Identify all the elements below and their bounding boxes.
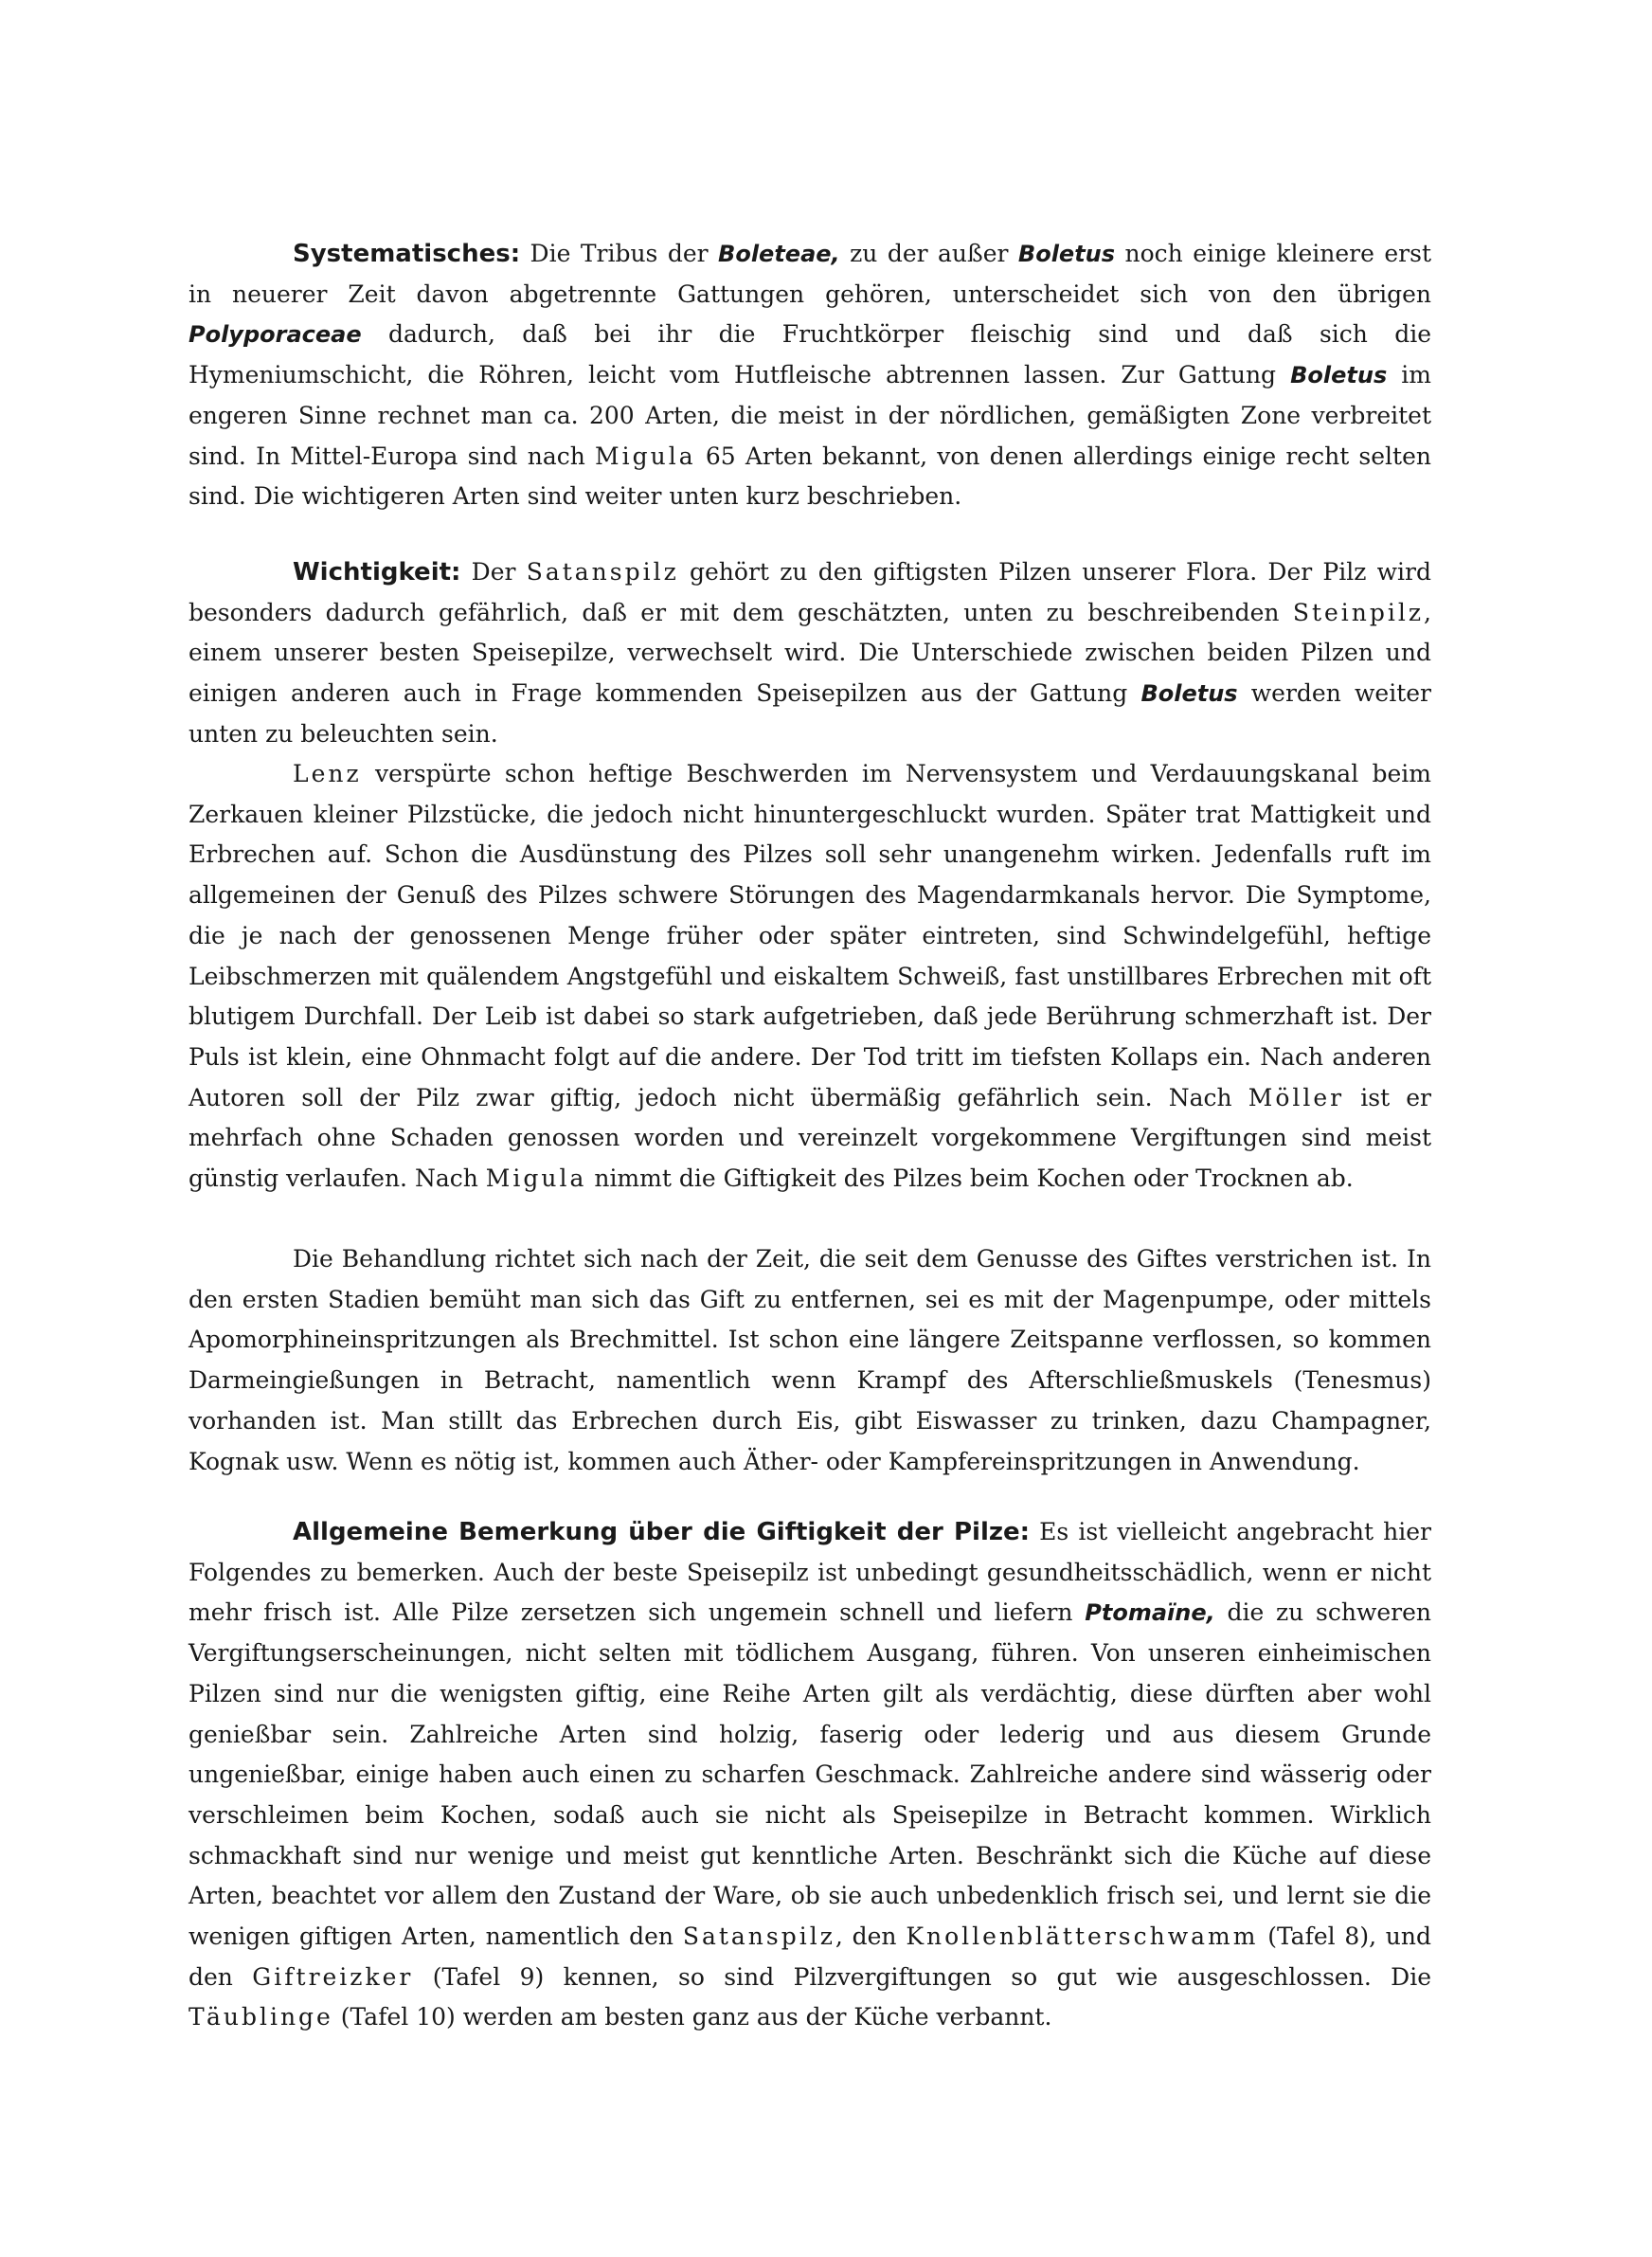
text-run: Es ist vielleicht angebracht hier Folgendes zu bemerken. Auch der beste Speisepilz ist unbedingt gesundheitsschädlich, wenn er nicht mehr frisch ist. Alle Pilze zersetzen sich ungemein schnell und liefern <box>189 1518 1431 1627</box>
text-run: die zu schweren Vergiftungserscheinungen, nicht selten mit tödlichem Ausgang, führen. Von unseren einheimischen Pilzen sind nur die wenigsten giftig, eine Reihe Arten gilt als verdächtig, diese dürften aber wohl genießbar sein. Zahlreiche Arten sind holzig, faserig oder lederig und aus diesem Grunde ungenießbar, einige haben auch einen zu scharfen Geschmack. Zahlreiche andere sind wässerig oder verschleimen beim Kochen, sodaß auch sie nicht als Speisepilze in Betracht kommen. Wirklich schmackhaft sind nur wenige und meist gut kenntliche Arten. Beschränkt sich die Küche auf diese Arten, beachtet vor allem den Zustand der Ware, ob sie auch unbedenklich frisch sei, und lernt sie die wenigen giftigen Arten, namentlich den <box>189 1598 1431 1951</box>
text-run: werden weiter unten zu beleuchten sein. <box>189 679 1432 748</box>
author-name: Migula <box>595 442 696 470</box>
text-run: Die Tribus der <box>520 240 719 267</box>
paragraph-wichtigkeit <box>189 552 1431 755</box>
latin-term: Boleteae, <box>718 241 840 267</box>
author-name: Lenz <box>293 760 362 787</box>
text-run: Die Behandlung richtet sich nach der Zeit, die seit dem Genusse des Giftes verstrichen ist. In den ersten Stadien bemüht man sich das Gift zu entfernen, sei es mit der Magenpumpe, oder mittels Apomorphineinspritzungen als Brechmittel. Ist schon eine längere Zeitspanne verflossen, so kommen Darmeingießungen in Betracht, namentlich wenn Krampf des Afterschließmuskels (Tenesmus) vorhanden ist. Man stillt das Erbrechen durch Eis, gibt Eiswasser zu trinken, dazu Champagner, Kognak usw. Wenn es nötig ist, kommen auch Äther- oder Kampfereinspritzungen in Anwendung. <box>189 1245 1431 1475</box>
text-run: (Tafel 10) werden am besten ganz aus der Küche verbannt. <box>332 2003 1052 2031</box>
paragraph-allgemein <box>189 1512 1431 2038</box>
text-run: zu der außer <box>839 240 1018 267</box>
text-run: (Tafel 9) kennen, so sind Pilzvergiftungen so gut wie ausgeschlossen. Die <box>413 1962 1431 1991</box>
latin-term: Boletus <box>1290 362 1388 389</box>
text-run: noch einige kleinere erst in neuerer Zeit davon abgetrennte Gattungen gehören, unterscheidet sich von den übrigen <box>189 240 1431 308</box>
species-name: Steinpilz <box>1292 598 1425 626</box>
author-name: Migula <box>485 1165 587 1193</box>
author-name: Möller <box>1248 1083 1345 1111</box>
text-run: Der <box>460 558 527 586</box>
text-run: dadurch, daß bei ihr die Fruchtkörper fleischig sind und daß sich die Hymeniumschicht, die Röhren, leicht vom Hutfleische abtrennen lassen. Zur Gattung <box>189 320 1431 389</box>
text-run: verspürte schon heftige Beschwerden im Nervensystem und Verdauungskanal beim Zerkauen kleiner Pilzstücke, die jedoch nicht hinuntergeschluckt wurden. Später trat Mattigkeit und Erbrechen auf. Schon die Ausdünstung des Pilzes soll sehr unangenehm wirken. Jedenfalls ruft im allgemeinen der Genuß des Pilzes schwere Störungen des Magendarmkanals hervor. Die Symptome, die je nach der genossenen Menge früher oder später eintreten, sind Schwindelgefühl, heftige Leibschmerzen mit quälendem Angstgefühl und eiskaltem Schweiß, fast unstillbares Erbrechen mit oft blutigem Durchfall. Der Leib ist dabei so stark aufgetrieben, daß jede Berührung schmerzhaft ist. Der Puls ist klein, eine Ohnmacht folgt auf die andere. Der Tod tritt im tiefsten Kollaps ein. Nach anderen Autoren soll der Pilz zwar giftig, jedoch nicht übermäßig gefährlich sein. Nach <box>189 760 1431 1111</box>
heading-wichtigkeit: Wichtigkeit: <box>293 558 461 587</box>
paragraph-systematik <box>189 234 1431 517</box>
latin-term: Boletus <box>1140 680 1238 708</box>
paragraph-lenz <box>189 754 1431 1200</box>
heading-allgemein: Allgemeine Bemerkung über die Giftigkeit der Pilze: <box>293 1518 1031 1546</box>
text-run: nimmt die Giftigkeit des Pilzes beim Kochen oder Trocknen ab. <box>586 1165 1354 1193</box>
text-run: , einem unserer besten Speisepilze, verwechselt wird. Die Unterschiede zwischen beiden Pilzen und einigen anderen auch in Frage kommenden Speisepilzen aus der Gattung <box>189 598 1431 708</box>
species-name: Satanspilz <box>682 1923 835 1951</box>
species-name: Satanspilz <box>526 558 679 586</box>
latin-term: Polyporaceae <box>189 321 362 349</box>
text-run: ist er mehrfach ohne Schaden genossen worden und vereinzelt vorgekommene Vergiftungen sind meist günstig verlaufen. Nach <box>189 1083 1432 1193</box>
species-name: Täublinge <box>189 2003 333 2031</box>
latin-term: Boletus <box>1017 241 1116 267</box>
heading-systematik: Systematisches: <box>293 240 521 268</box>
latin-term: Ptomaïne, <box>1085 1599 1215 1627</box>
text-run: im engeren Sinne rechnet man ca. 200 Arten, die meist in der nördlichen, gemäßigten Zone verbreitet sind. In Mittel-Europa sind nach <box>189 361 1431 470</box>
species-name: Giftreizker <box>252 1962 414 1991</box>
paragraph-behandlung <box>189 1239 1431 1482</box>
text-run: 65 Arten bekannt, von denen allerdings einige recht selten sind. Die wichtigeren Arten sind weiter unten kurz beschrieben. <box>189 442 1431 511</box>
text-run: gehört zu den giftigsten Pilzen unserer Flora. Der Pilz wird besonders dadurch gefährlich, daß er mit dem geschätzten, unten zu beschreibenden <box>189 558 1431 626</box>
text-run: (Tafel 8), und den <box>189 1923 1431 1991</box>
text-run: , den <box>835 1923 907 1951</box>
species-name: Knollenblätterschwamm <box>906 1923 1259 1951</box>
